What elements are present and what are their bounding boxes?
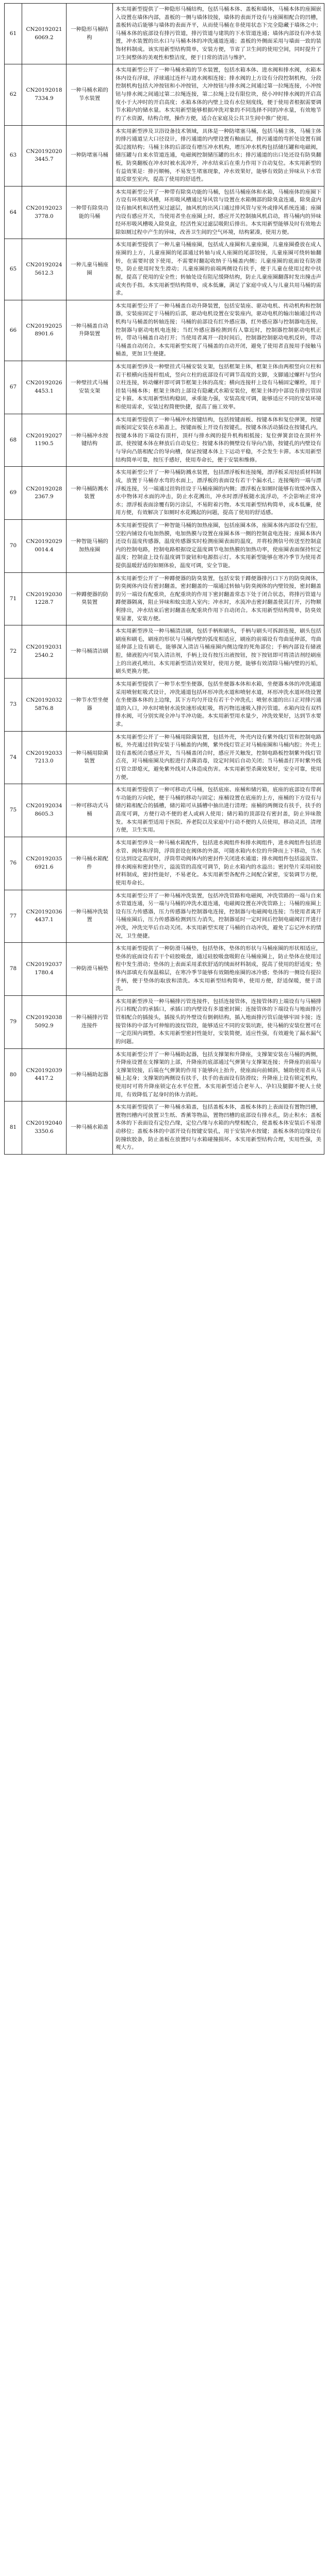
patent-abstract: 本实用新型涉及一种马桶排污管连接件，包括连接管体，连接管体的上端设有与马桶排污口相配合的承插口，承插口的内壁设有多道密封圈；连接管体的下端设有与地面排污管相配合的插接头，插接头的外壁设有倒刺结构，插入地面排污管后能够牢固卡接；连接管体的中部为可伸缩的波纹管段，能够适应不同的安装坑距，使马桶的安装位置可在一定范围内调整。本实用新型密封性能好，安装简便，适应性强，有效避免了漏水漏气的问题。 xyxy=(116,998,321,1045)
row-number: 77 xyxy=(9,912,17,919)
row-number-cell xyxy=(5,995,22,1048)
row-number-cell xyxy=(5,414,22,467)
row-number: 67 xyxy=(9,384,17,390)
publication-number-cell xyxy=(22,519,67,572)
patent-abstract-cell xyxy=(113,64,324,125)
publication-number: CN201920258901.6 xyxy=(26,323,62,337)
row-number: 79 xyxy=(9,1018,17,1025)
publication-number-cell xyxy=(22,1101,67,1155)
row-number: 74 xyxy=(9,754,17,760)
publication-number: CN201920385092.9 xyxy=(26,1014,62,1029)
publication-number: CN201920233778.0 xyxy=(26,205,62,219)
row-number: 71 xyxy=(9,595,17,602)
row-number: 65 xyxy=(9,266,17,273)
publication-number-cell xyxy=(22,731,67,784)
table-row xyxy=(5,239,324,300)
patent-title: 一种马桶水箱盖 xyxy=(71,1124,108,1131)
patent-title-cell xyxy=(67,890,113,943)
row-number-cell xyxy=(5,300,22,361)
patent-title: 一种蹲便器的防臭装置 xyxy=(71,591,108,606)
patent-abstract: 本实用新型涉及一种壁挂式马桶安装支架，包括框架主体，框架主体由两根竖向立柱和若干根横向连接杆组成，竖向立柱的底部设有可调节高度的支脚，支脚通过螺杆与竖向立柱连接，转动螺杆即可调节框架主体的高度；横向连接杆上设有马桶固定螺栓，用于挂装马桶本体；框架主体的上部设有隐藏式水箱安装位，框架主体的中部设有排污管固定卡箍。本实用新型结构稳固，承重能力强，安装高度可调，能够适应不同的安装环境和使用需求，安装过程简便快捷，提高了施工效率。 xyxy=(116,363,321,411)
row-number: 62 xyxy=(9,91,17,98)
patent-title-cell xyxy=(67,995,113,1048)
patent-abstract-cell xyxy=(113,239,324,300)
table-row xyxy=(5,125,324,186)
patent-title: 一种可移动式马桶 xyxy=(71,803,108,818)
table-row xyxy=(5,1101,324,1155)
row-number-cell xyxy=(5,784,22,837)
patent-abstract: 本实用新型提供了一种马桶水箱盖，包括盖板本体，盖板本体的上表面设有置物凹槽，置物凹槽内可放置卫生纸、香薰等物品，置物凹槽的底部设有排水孔，防止积水；盖板本体的下表面设有定位凸缘，定位凸缘与水箱的内壁相配合，使盖板本体安装后不易滑动移位；盖板本体的中部开设有按键安装孔，用于安装冲水按键；盖板本体的边缘设有防撞软胶条，防止盖板在放置时与水箱碰撞损坏。本实用新型结构合理，实用性强，美观大方。 xyxy=(116,1104,321,1151)
row-number-cell xyxy=(5,361,22,414)
patent-abstract: 本实用新型提供了一种儿童马桶座圈，包括成人座圈和儿童座圈，儿童座圈叠放在成人座圈的上方，儿童座圈的尾部通过转轴与成人座圈的尾部铰接，儿童座圈可绕转轴翻转，在需要时放下使用，不需要时翻起收纳于马桶盖内侧；儿童座圈的底面设有防滑垫，防止使用时发生滑动；儿童座圈的前端两侧设有扶手，便于儿童在使用过程中扶握，提高了使用的安全性；转轴处设有阻尼缓降结构，防止儿童座圈翻落时发出撞击声或夹伤手指。本实用新型结构简单，成本低廉，满足了家庭中成人与儿童共用马桶的需求。 xyxy=(116,242,321,297)
publication-number: CN201920337213.0 xyxy=(26,750,62,765)
patent-abstract: 本实用新型提供了一种马桶冲水按键结构，包括按键面板、按键本体和复位弹簧，按键面板固定安装在水箱盖上，按键面板上开设有按键孔，按键本体活动插设在按键孔内，按键本体的下端设有顶杆，顶杆与排水阀的提升机构相抵接；复位弹簧套设在顶杆外部，使按键本体在释放后自动复位；按键本体的侧壁设有导向凸筋，按键孔的内壁设有与导向凸筋相配合的导向槽，保证按键本体上下运动平稳，不会发生卡滞。本实用新型结构简单可靠，按压手感好，使用寿命长，便于安装和维修。 xyxy=(116,416,321,463)
patent-title-cell xyxy=(67,1101,113,1155)
row-number-cell xyxy=(5,519,22,572)
patent-title-cell xyxy=(67,837,113,890)
patent-title-cell xyxy=(67,519,113,572)
patent-abstract: 本实用新型涉及一种马桶水箱配件，包括进水阀组件和排水阀组件，进水阀组件包括进水管、阀体和浮筒，浮筒套设在阀体的外部，可随水箱内水位的升降而上下移动，当水位达到设定高度时，浮筒带动阀体内的密封件关闭进水通道；排水阀组件包括溢流管、排水阀座和密封垫片，溢流管的高度可调节，防止水箱内的水溢出；密封垫片采用硅胶材料制成，密封性能好，不易老化。本实用新型各配件之间配合紧密，安装调节方便，使用寿命长。 xyxy=(116,839,321,886)
patent-abstract-cell xyxy=(113,625,324,679)
table-row xyxy=(5,890,324,943)
row-number-cell xyxy=(5,125,22,186)
table-row xyxy=(5,625,324,679)
patent-abstract-cell xyxy=(113,784,324,837)
patent-title: 一种马桶冲水按键结构 xyxy=(71,432,108,447)
row-number-cell xyxy=(5,890,22,943)
patent-title: 一种马桶助起器 xyxy=(71,1071,108,1078)
publication-number-cell xyxy=(22,361,67,414)
row-number-cell xyxy=(5,678,22,731)
patent-title: 一种马桶水箱配件 xyxy=(71,856,108,870)
patent-abstract-cell xyxy=(113,1101,324,1155)
patent-abstract-cell xyxy=(113,361,324,414)
table-row xyxy=(5,731,324,784)
publication-number: CN201920403350.6 xyxy=(26,1120,62,1134)
row-number-cell xyxy=(5,837,22,890)
patent-abstract-cell xyxy=(113,678,324,731)
row-number-cell xyxy=(5,572,22,625)
publication-number: CN201920356921.6 xyxy=(26,856,62,870)
publication-number-cell xyxy=(22,467,67,520)
publication-number-cell xyxy=(22,572,67,625)
row-number: 64 xyxy=(9,209,17,215)
table-row xyxy=(5,467,324,520)
row-number-cell xyxy=(5,1101,22,1155)
publication-number-cell xyxy=(22,125,67,186)
patent-title: 一种儿童马桶座圈 xyxy=(71,262,108,277)
patent-title: 一种防滑马桶垫 xyxy=(71,965,108,972)
publication-number: CN201920290014.4 xyxy=(26,538,62,553)
publication-number: CN201920301228.7 xyxy=(26,591,62,606)
row-number: 69 xyxy=(9,489,17,496)
patent-title: 一种带有除臭功能的马桶 xyxy=(71,205,108,219)
publication-number-cell xyxy=(22,678,67,731)
patent-abstract: 本实用新型公开了一种马桶冲洗装置，包括冲洗管路和电磁阀，冲洗管路的一端与自来水管道连通，另一端与马桶的冲洗水道连通，电磁阀设置在冲洗管路上；马桶的座圈上设有压力传感器，压力传感器与控制器电连接，控制器与电磁阀电连接；当使用者离开马桶座圈后，压力传感器检测到压力消失，控制器延时一定时间后控制电磁阀打开进行冲洗，冲洗完毕后自动关闭。本实用新型实现了马桶的自动冲洗，避免了忘记冲水的情况，卫生便捷。 xyxy=(116,892,321,939)
patent-title-cell xyxy=(67,678,113,731)
patent-title: 一种防堵塞马桶 xyxy=(71,152,108,159)
patent-abstract: 本实用新型公开了一种马桶用除菌装置，包括外壳，外壳内设有紫外线灯管和控制电路板，外壳通过挂钩安装于马桶盖的内侧，紫外线灯管正对马桶座圈和马桶内腔；外壳上设有盖板闭合感应开关，当马桶盖闭合时，感应开关触发，控制电路板控制紫外线灯管点亮，对马桶座圈及内腔进行杀菌消毒，设定时间后自动关闭；当马桶盖打开时紫外线灯管立即熄灭，避免紫外线对人体造成伤害。本实用新型杀菌效果好，安全可靠，使用方便。 xyxy=(116,734,321,781)
patent-abstract-cell xyxy=(113,572,324,625)
publication-number: CN201920282367.9 xyxy=(26,485,62,500)
table-row xyxy=(5,572,324,625)
table-row xyxy=(5,678,324,731)
patent-title-cell xyxy=(67,943,113,996)
publication-number-cell xyxy=(22,837,67,890)
table-row xyxy=(5,837,324,890)
publication-number: CN201920203445.7 xyxy=(26,148,62,163)
patent-abstract-cell xyxy=(113,125,324,186)
patent-abstract: 本实用新型提供了一种隐形马桶结构，包括马桶本体、盖板和墙体，马桶本体的座圈嵌入设置在墙体内部，盖板的一侧与墙体铰接，墙体的表面开设有与座圈相配合的凹槽，盖板转动后能够与墙体的表面齐平，从而使马桶在非使用状态下完全隐藏于墙体之中；马桶本体的底部设有排污管道，排污管道与建筑的下水管道连通；墙体内部设有冲水装置，冲水装置的出水口与马桶本体的冲洗通道连通；盖板的外侧面采用与墙面一致的装饰材料制成。该实用新型结构简单，安装方便，节省了卫生间的使用空间，同时提升了卫生间整体的美观性和整洁度，便于日常的清洁与维护。 xyxy=(116,6,321,61)
publication-number: CN201920216069.2 xyxy=(26,26,62,41)
patent-title-cell xyxy=(67,186,113,239)
patent-title: 一种壁挂式马桶安装支架 xyxy=(71,380,108,394)
patent-abstract: 本实用新型提供了一种智能马桶的加热座圈，包括座圈本体，座圈本体内部设有空腔，空腔内铺设有电加热膜，电加热膜与设置在座圈本体一侧的控制盒电连接；座圈本体内还设有温度传感器，温度传感器实时检测座圈表面的温度，并将检测信号传送至控制盒内的控制电路，控制电路根据设定温度调节电加热膜的加热功率，使座圈表面保持恒定温度；控制盒上设有温度调节旋钮和电源指示灯。本实用新型能够在寒冷季节为使用者提供温暖舒适的如厕体验，温度可调，安全节能。 xyxy=(116,522,321,569)
patent-table-page xyxy=(4,3,324,1155)
row-number-cell xyxy=(5,239,22,300)
patent-title-cell xyxy=(67,467,113,520)
patent-title-cell xyxy=(67,1048,113,1101)
row-number: 75 xyxy=(9,807,17,814)
publication-number: CN201920394417.2 xyxy=(26,1067,62,1082)
patent-abstract: 本实用新型提供了一种节水型坐便器，包括坐便器本体和水箱，坐便器本体的冲洗通道采用喷射虹吸式设计，冲洗通道包括环形冲洗水道和喷射水道，环形冲洗水道环绕设置在坐便器本体的上边缘，其下方均匀开设有若干个冲洗孔；喷射水道的出口正对排污通道的入口，冲水时喷射水流快速形成虹吸，将污物迅速吸入排污管道。水箱内设有双档排水阀，可分别实现全冲与半冲功能。本实用新型用水量少，冲洗效果好，达到节水要求。 xyxy=(116,681,321,727)
patent-abstract: 本实用新型公开了一种马桶助起器，包括支撑架和升降座，支撑架安装在马桶的两侧，升降座设置在支撑架的上部，升降座的底部通过气弹簧与支撑架连接；升降座的前端与支撑架铰接，后端在气弹簧的作用下能够向上抬升，使座面向前倾斜，辅助使用者从马桶上起身；支撑架的两侧设有扶手，扶手的表面设有防滑纹；升降座上设有锁定机构，使用时可将升降座锁定在水平位置。本实用新型适合老年人、孕妇及腿脚不便人士使用，有效降低了起身时的体力消耗。 xyxy=(116,1051,321,1098)
publication-number: CN201920364437.1 xyxy=(26,908,62,923)
patent-title: 一种马桶用除菌装置 xyxy=(71,750,108,765)
patent-title-cell xyxy=(67,300,113,361)
patent-abstract: 本实用新型涉及卫浴设备技术领域，具体是一种防堵塞马桶，包括马桶主体，马桶主体的排污通道呈大口径设计，排污通道的内壁设置有釉面层，排污通道的弯折处设置有圆弧过渡结构；马桶主体的后部设有增压冲水机构，增压冲水机构包括储压罐和电磁阀，储压罐与自来水管道连通，电磁阀控制储压罐的出水；排污通道的出口处还设有防臭翻板，防臭翻板在冲水时被水流冲开，冲水结束后在重力作用下自动复位。本实用新型的有益效果是：排污顺畅，不易发生堵塞现象，冲水效果好，能够有效防止异味从下水管道反窜至室内，提高了使用的舒适性。 xyxy=(116,128,321,183)
row-number: 61 xyxy=(9,30,17,37)
patent-title: 一种节水型坐便器 xyxy=(71,697,108,711)
publication-number-cell xyxy=(22,784,67,837)
patent-abstract-cell xyxy=(113,414,324,467)
row-number: 73 xyxy=(9,701,17,707)
publication-number-cell xyxy=(22,4,67,64)
patent-title-cell xyxy=(67,4,113,64)
row-number: 70 xyxy=(9,542,17,549)
patent-abstract: 本实用新型提供了一种防滑马桶垫，包括垫体，垫体的形状与马桶座圈的形状相适应，垫体的底面设有若干个硅胶吸盘，通过硅胶吸盘吸附在马桶座圈上，防止垫体在使用过程中发生滑动；垫体的上表面采用柔软舒适的绒面材料制成，提高了使用的舒适度；垫体内部填充有保温棉层，在寒冷季节能够有效隔绝座圈的冰冷感；垫体的一侧设有提拉手柄，便于垫体的取放和清洗。本实用新型结构简单，使用方便，舒适保暖，便于清洗。 xyxy=(116,945,321,992)
patent-abstract-cell xyxy=(113,890,324,943)
publication-number-cell xyxy=(22,186,67,239)
publication-number-cell xyxy=(22,1048,67,1101)
table-row xyxy=(5,186,324,239)
patent-abstract-cell xyxy=(113,186,324,239)
table-row xyxy=(5,64,324,125)
row-number-cell xyxy=(5,467,22,520)
row-number-cell xyxy=(5,943,22,996)
table-row xyxy=(5,414,324,467)
row-number-cell xyxy=(5,186,22,239)
patent-abstract-cell xyxy=(113,731,324,784)
patent-abstract: 本实用新型公开了一种马桶水箱的节水装置，包括水箱本体、进水阀和排水阀，水箱本体内设有浮球，浮球通过连杆与进水阀相连接；排水阀的上方设有分段控制机构，分段控制机构包括大冲按钮和小冲按钮，大冲按钮与排水阀之间通过第一拉绳连接，小冲按钮与排水阀之间通过第二拉绳连接，第二拉绳上设有限位块，使小冲时排水阀的开启高度小于大冲时的开启高度；水箱本体的内壁上设有水位刻度线，便于使用者根据需要调节水箱内的储水量。本实用新型能够根据冲洗对象的不同选择不同的冲水量，有效地节约了水资源，结构合理，操作方便，适合在家庭及公共卫生间中推广使用。 xyxy=(116,67,321,122)
patent-title-cell xyxy=(67,125,113,186)
patent-title: 一种马桶防溅水装置 xyxy=(71,485,108,500)
patent-abstract-cell xyxy=(113,519,324,572)
publication-number-cell xyxy=(22,995,67,1048)
publication-number: CN201920371780.4 xyxy=(26,961,62,976)
publication-number: CN201920271190.5 xyxy=(26,432,62,447)
row-number-cell xyxy=(5,1048,22,1101)
row-number: 81 xyxy=(9,1124,17,1131)
publication-number: CN201920325876.8 xyxy=(26,697,62,711)
patent-title: 一种马桶盖自动升降装置 xyxy=(71,323,108,337)
publication-number: CN201920264453.1 xyxy=(26,380,62,394)
patent-title-cell xyxy=(67,239,113,300)
patent-abstract-cell xyxy=(113,1048,324,1101)
row-number-cell xyxy=(5,64,22,125)
patent-title-cell xyxy=(67,414,113,467)
row-number: 72 xyxy=(9,648,17,655)
patent-title: 一种马桶冲洗装置 xyxy=(71,908,108,923)
table-row xyxy=(5,995,324,1048)
patent-title-cell xyxy=(67,572,113,625)
patent-abstract-cell xyxy=(113,300,324,361)
row-number: 68 xyxy=(9,436,17,443)
table-row xyxy=(5,1048,324,1101)
patent-abstract-table xyxy=(4,3,324,1155)
patent-title: 一种马桶水箱的节水装置 xyxy=(71,87,108,101)
table-body xyxy=(5,4,324,1155)
patent-abstract: 本实用新型涉及一种马桶清洁刷，包括手柄和刷头，手柄与刷头可拆卸连接，刷头包括刷座和刷毛，刷座的形状与马桶内壁的弧度相适应，刷座的前端设有弯曲延伸部，弯曲延伸部上设有刷毛，能够深入清洁马桶座圈内侧边缘的死角部位；手柄内部设有储液腔，储液腔内可装入清洁剂，手柄上设有按压出液按钮，按下按钮即可将清洁剂经刷座上的出液孔喷出。本实用新型清洁效果好，使用方便，能够有效清除马桶内壁的污垢，刷头更换方便。 xyxy=(116,628,321,675)
publication-number: CN201920312540.2 xyxy=(26,644,62,659)
patent-title: 一种马桶清洁刷 xyxy=(71,648,108,655)
row-number: 78 xyxy=(9,965,17,972)
patent-abstract-cell xyxy=(113,943,324,996)
publication-number: CN201920245612.3 xyxy=(26,262,62,277)
patent-abstract: 本实用新型公开了一种带有除臭功能的马桶，包括马桶座体和水箱，马桶座体的座圈下方设有环形吸风槽，环形吸风槽通过导风管与设置在水箱侧部的除臭盒连通，除臭盒内设有抽风机和活性炭过滤层，抽风机的出风口通过排风管与室外或排风系统连通；座圈内设有感应开关，当使用者坐在座圈上时，感应开关控制抽风机启动，将马桶内的异味经环形吸风槽吸入除臭盒，经活性炭过滤层吸附后排出。本实用新型能够及时有效地去除如厕过程中产生的异味，改善卫生间的空气环境，结构紧凑，使用方便。 xyxy=(116,189,321,235)
patent-abstract-cell xyxy=(113,467,324,520)
table-row xyxy=(5,4,324,64)
table-row xyxy=(5,784,324,837)
row-number-cell xyxy=(5,4,22,64)
patent-abstract: 本实用新型提供了一种可移动式马桶，包括底座、座桶和储污箱，底座的底部设有带刹车功能的万向轮，便于马桶的移动与固定；座桶设置在底座的上方，座桶的下方设有与储污箱相配合的插槽，储污箱可从插槽中抽出进行清理；座桶的两侧设有扶手，扶手的高度可调，方便行动不便的老人或病人使用；储污箱的顶部设有密封盖，防止异味散发。本实用新型适用于医院、养老院以及家庭中行动不便的人员使用，移动灵活，清理方便，卫生实用。 xyxy=(116,787,321,834)
patent-title-cell xyxy=(67,784,113,837)
patent-title: 一种马桶排污管连接件 xyxy=(71,1014,108,1029)
publication-number-cell xyxy=(22,239,67,300)
publication-number-cell xyxy=(22,414,67,467)
patent-title-cell xyxy=(67,64,113,125)
patent-title: 一种智能马桶的加热座圈 xyxy=(71,538,108,553)
row-number-cell xyxy=(5,625,22,679)
patent-title-cell xyxy=(67,731,113,784)
patent-abstract-cell xyxy=(113,4,324,64)
patent-abstract-cell xyxy=(113,995,324,1048)
row-number-cell xyxy=(5,731,22,784)
patent-title-cell xyxy=(67,361,113,414)
publication-number-cell xyxy=(22,943,67,996)
table-row xyxy=(5,361,324,414)
row-number: 63 xyxy=(9,152,17,159)
patent-abstract: 本实用新型公开了一种马桶盖自动升降装置，包括安装座、驱动电机、传动机构和控制器，安装座固定于马桶的后部，驱动电机设置在安装座内，驱动电机的输出轴通过传动机构与马桶盖的转轴连接；马桶的前部设有红外感应器，红外感应器与控制器电连接，控制器与驱动电机电连接；当红外感应器检测到有人靠近时，控制器控制驱动电机正转，带动马桶盖自动打开；当使用者离开一段时间后，控制器控制驱动电机反转，带动马桶盖自动闭合。本实用新型实现了马桶盖的自动开闭，避免了使用者直接用手接触马桶盖，更加卫生便捷。 xyxy=(116,302,321,358)
publication-number-cell xyxy=(22,890,67,943)
publication-number: CN201920348605.3 xyxy=(26,803,62,818)
patent-abstract: 本实用新型公开了一种蹲便器的防臭装置，包括安装于蹲便器排污口下方的防臭阀体，防臭阀体内设有密封翻盖，密封翻盖的一端通过转轴与防臭阀体的内壁铰接，密封翻盖的另一端设有配重块，在配重块的作用下密封翻盖常态下处于闭合状态，将排污管道与蹲便器隔离，阻止异味和蚊虫进入室内；冲水时，水流冲击密封翻盖使其打开，污物顺利排出，冲水结束后密封翻盖在配重块作用下自动闭合。本实用新型结构简单，防臭效果显著，安装方便。 xyxy=(116,575,321,622)
row-number: 80 xyxy=(9,1071,17,1078)
publication-number: CN201920187334.9 xyxy=(26,87,62,101)
row-number: 66 xyxy=(9,327,17,333)
table-row xyxy=(5,519,324,572)
patent-abstract: 本实用新型公开了一种马桶防溅水装置，包括漂浮板和连接绳，漂浮板采用轻质材料制成，放置于马桶存水弯的水面上，漂浮板的表面设有若干个漏水孔；连接绳的一端与漂浮板连接，另一端通过挂钩挂设于马桶座圈的内侧；漂浮板在如厕时能够有效缓冲落入水中物体对水面的冲击，防止水花溅出，冲水时漂浮板随水流浮动，不会影响正常冲水；漂浮板表面涂覆有防污涂层，不易附着污物。本实用新型结构简单，成本低廉，使用方便，有效解决了如厕时水花溅起的问题，提高了使用的舒适感。 xyxy=(116,469,321,516)
patent-title-cell xyxy=(67,625,113,679)
publication-number-cell xyxy=(22,625,67,679)
patent-abstract-cell xyxy=(113,837,324,890)
patent-title: 一种隐形马桶结构 xyxy=(71,26,108,41)
row-number: 76 xyxy=(9,859,17,866)
publication-number-cell xyxy=(22,64,67,125)
publication-number-cell xyxy=(22,300,67,361)
table-row xyxy=(5,943,324,996)
table-row xyxy=(5,300,324,361)
